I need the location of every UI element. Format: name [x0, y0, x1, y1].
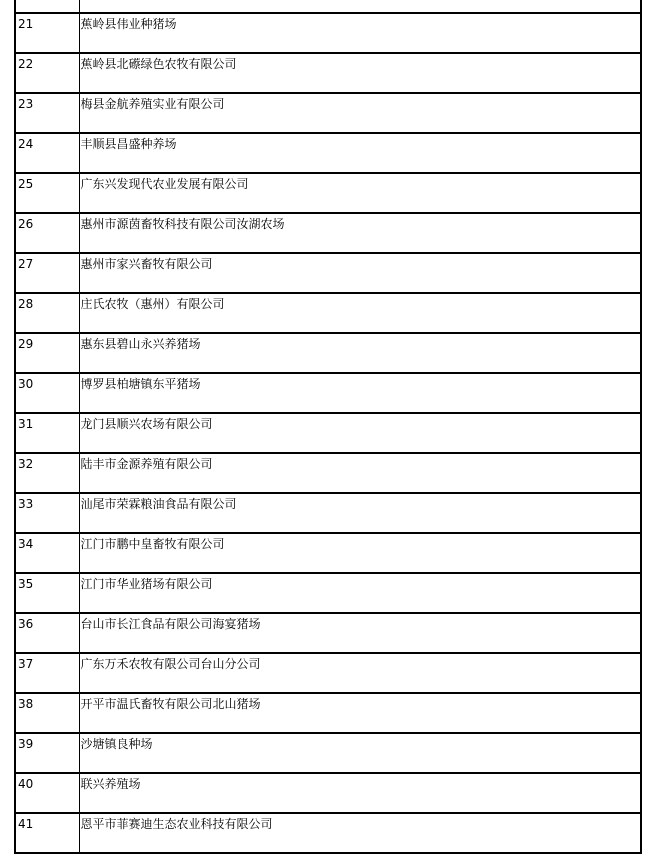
table-container	[14, 0, 640, 854]
row-number: 36	[15, 613, 79, 653]
table-row	[15, 13, 641, 53]
table-row	[15, 653, 641, 693]
row-number: 31	[15, 413, 79, 453]
table-row	[15, 693, 641, 733]
table-row	[15, 533, 641, 573]
farm-name: 台山市长江食品有限公司海宴猪场	[79, 613, 641, 653]
table-row	[15, 333, 641, 373]
row-number: 35	[15, 573, 79, 613]
table-row	[15, 613, 641, 653]
farm-name: 江门市鹏中皇畜牧有限公司	[79, 533, 641, 573]
table-row	[15, 173, 641, 213]
farm-name: 汕尾市荣霖粮油食品有限公司	[79, 493, 641, 533]
row-number: 24	[15, 133, 79, 173]
row-number: 23	[15, 93, 79, 133]
farm-name: 蕉岭县北礤绿色农牧有限公司	[79, 53, 641, 93]
farm-name: 陆丰市金源养殖有限公司	[79, 453, 641, 493]
farm-name: 沙塘镇良种场	[79, 733, 641, 773]
farm-name: 博罗县柏塘镇东平猪场	[79, 373, 641, 413]
table-row	[15, 213, 641, 253]
row-number: 34	[15, 533, 79, 573]
row-number: 26	[15, 213, 79, 253]
table-row	[15, 53, 641, 93]
farm-name: 惠东县碧山永兴养猪场	[79, 333, 641, 373]
table-row	[15, 0, 641, 13]
table-row	[15, 453, 641, 493]
row-number: 32	[15, 453, 79, 493]
farm-name: 开平市温氏畜牧有限公司北山猪场	[79, 693, 641, 733]
row-number: 38	[15, 693, 79, 733]
farm-name: 丰顺县昌盛种养场	[79, 133, 641, 173]
farm-name: 广东兴发现代农业发展有限公司	[79, 173, 641, 213]
farm-name: 联兴养殖场	[79, 773, 641, 813]
farm-name: 庄氏农牧（惠州）有限公司	[79, 293, 641, 333]
farm-name	[79, 0, 641, 13]
table-row	[15, 93, 641, 133]
row-number: 33	[15, 493, 79, 533]
table-row	[15, 733, 641, 773]
table-row	[15, 413, 641, 453]
farm-name: 龙门县顺兴农场有限公司	[79, 413, 641, 453]
table-row	[15, 133, 641, 173]
farm-list-table	[14, 0, 642, 854]
farm-name: 蕉岭县伟业种猪场	[79, 13, 641, 53]
table-row	[15, 253, 641, 293]
row-number: 21	[15, 13, 79, 53]
farm-name: 惠州市家兴畜牧有限公司	[79, 253, 641, 293]
table-row	[15, 293, 641, 333]
row-number: 22	[15, 53, 79, 93]
row-number: 41	[15, 813, 79, 853]
farm-name: 梅县金航养殖实业有限公司	[79, 93, 641, 133]
row-number: 39	[15, 733, 79, 773]
table-row	[15, 773, 641, 813]
row-number	[15, 0, 79, 13]
farm-name: 广东万禾农牧有限公司台山分公司	[79, 653, 641, 693]
row-number: 30	[15, 373, 79, 413]
row-number: 40	[15, 773, 79, 813]
row-number: 27	[15, 253, 79, 293]
row-number: 37	[15, 653, 79, 693]
table-row	[15, 493, 641, 533]
row-number: 28	[15, 293, 79, 333]
row-number: 25	[15, 173, 79, 213]
farm-name: 江门市华业猪场有限公司	[79, 573, 641, 613]
table-row	[15, 573, 641, 613]
farm-name: 恩平市菲赛迪生态农业科技有限公司	[79, 813, 641, 853]
table-row	[15, 813, 641, 853]
table-row	[15, 373, 641, 413]
row-number: 29	[15, 333, 79, 373]
farm-name: 惠州市源茵畜牧科技有限公司汝湖农场	[79, 213, 641, 253]
